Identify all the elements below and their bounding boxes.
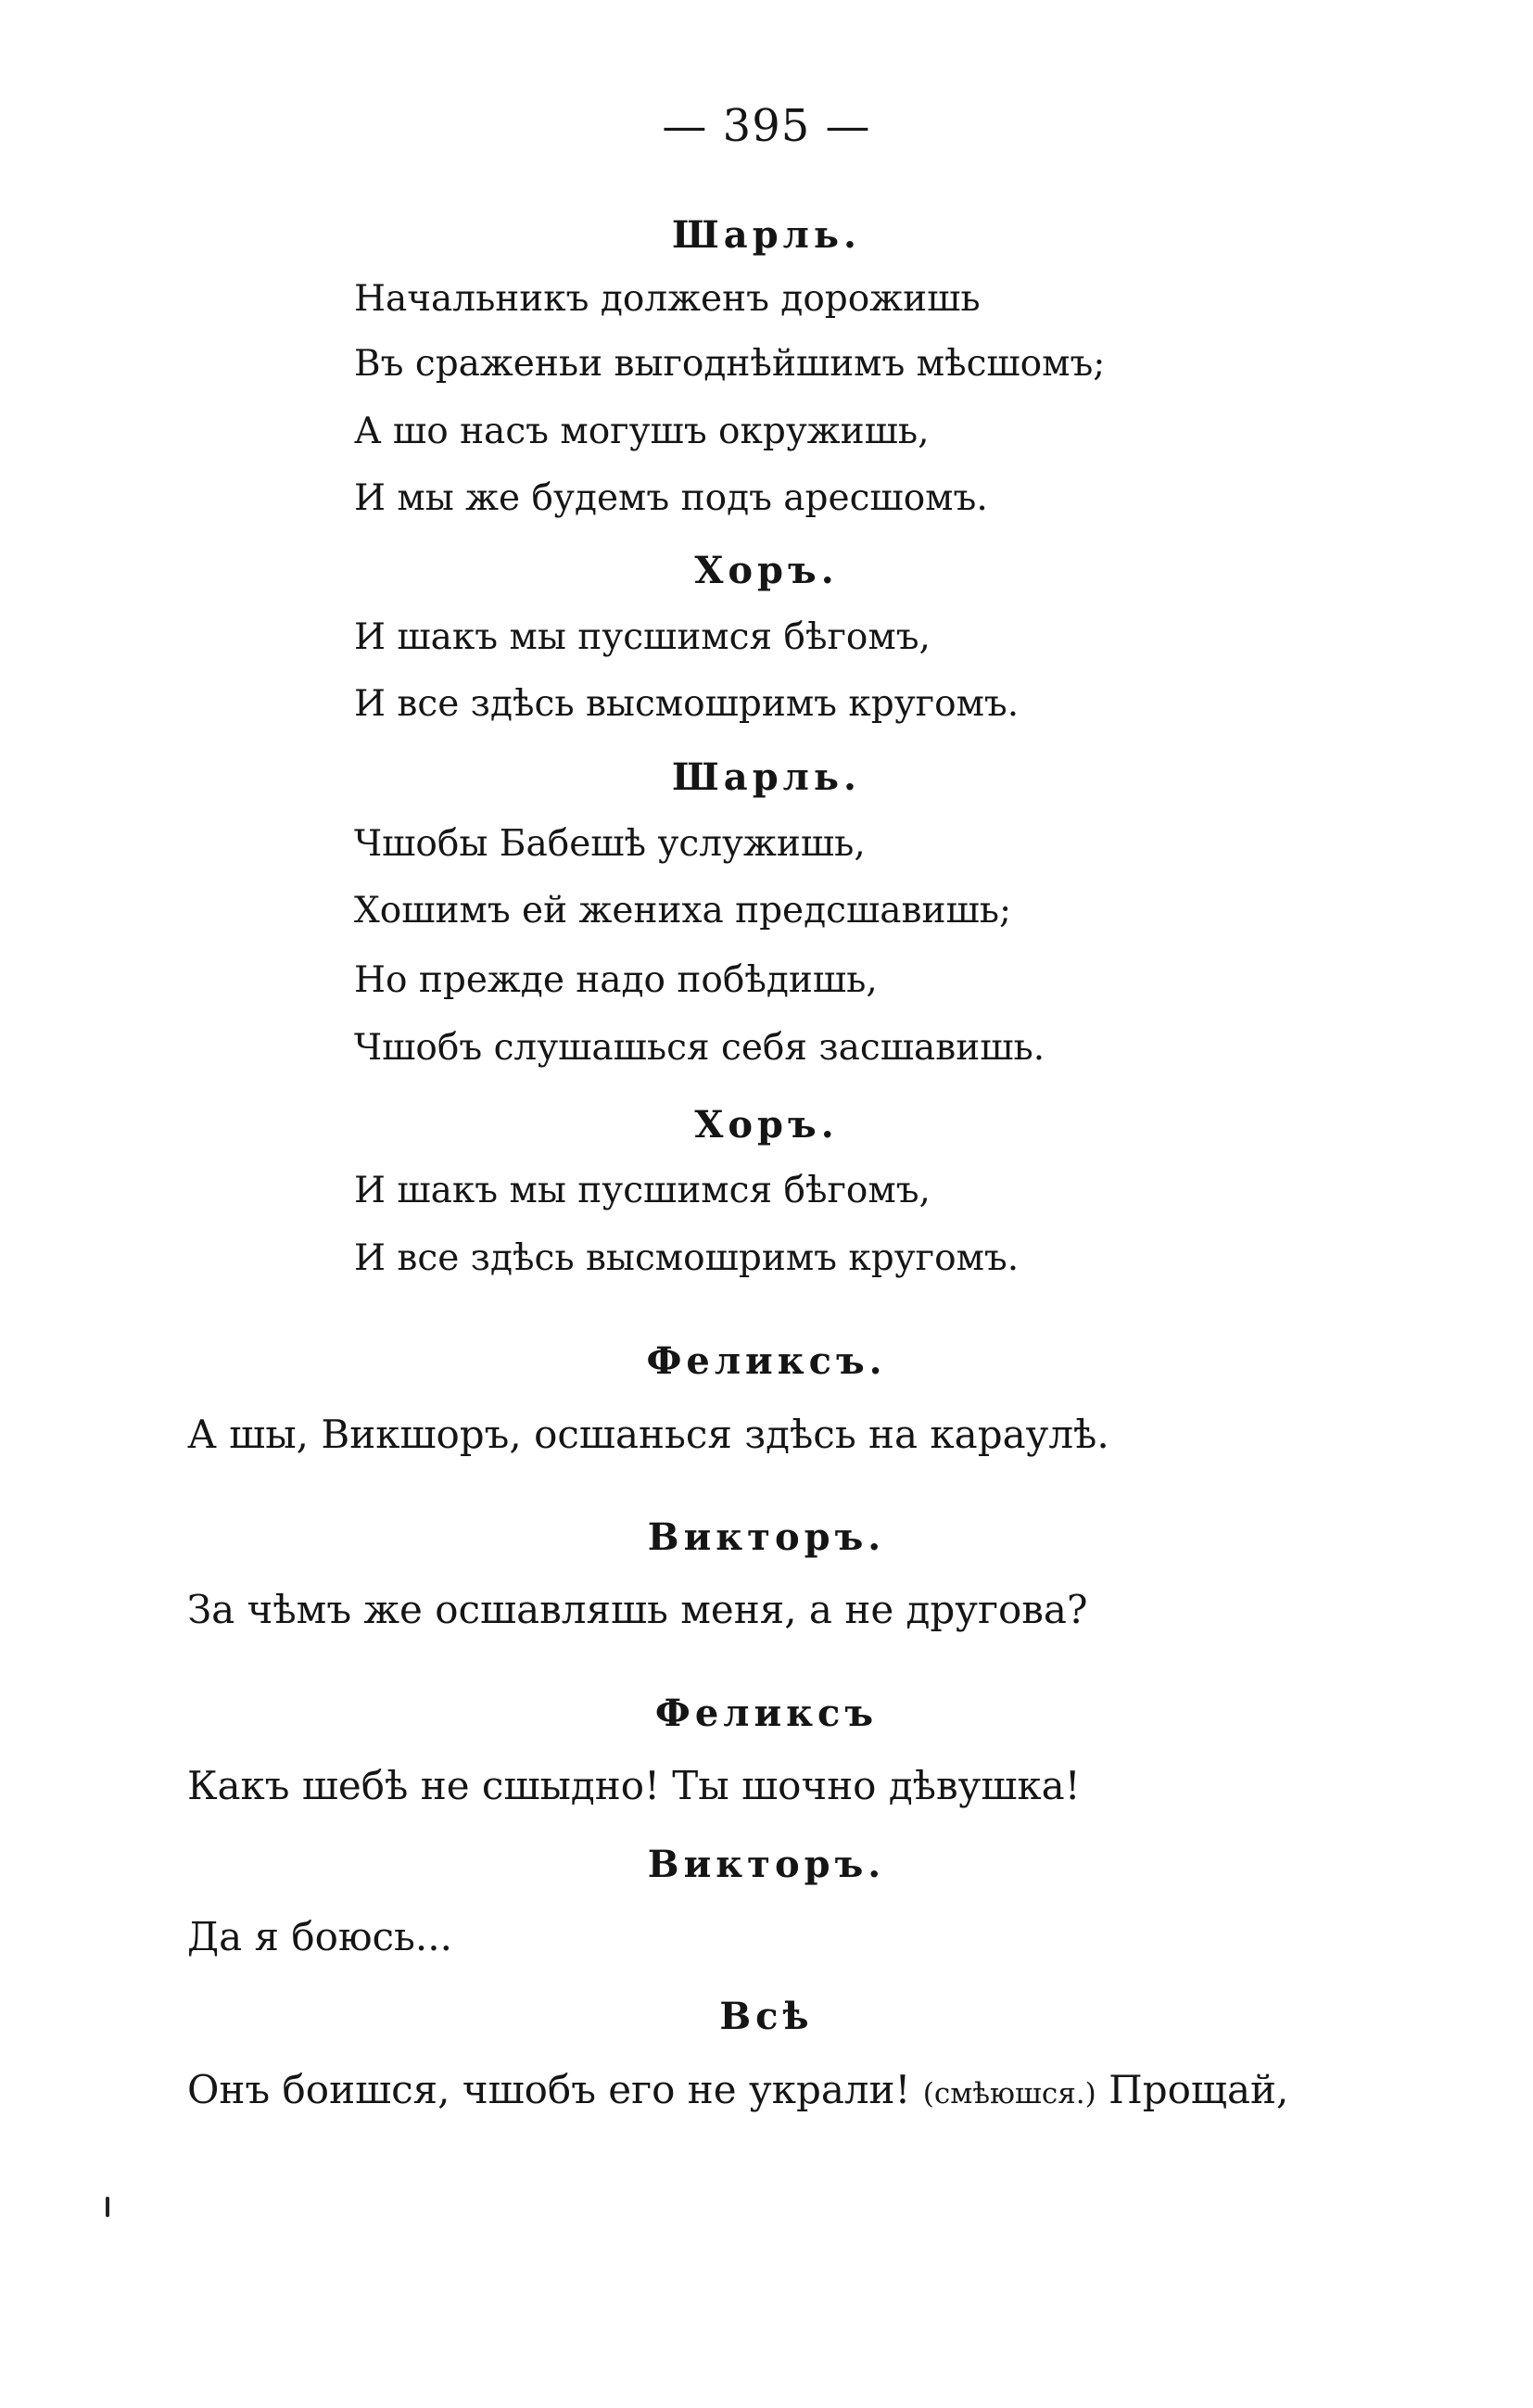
verse-line: Но прежде надо побѣдишь, xyxy=(354,959,878,1001)
margin-mark xyxy=(106,2197,109,2217)
page-number: — 395 — xyxy=(662,100,871,152)
prose-text: Прощай, xyxy=(1109,2067,1289,2112)
speaker-name: Хоръ. xyxy=(694,549,839,592)
verse-line: Чшобы Бабешѣ услужишь, xyxy=(354,823,866,865)
prose-line: Да я боюсь... xyxy=(187,1914,452,1959)
prose-line: А шы, Викшоръ, осшанься здѣсь на караулѣ. xyxy=(187,1412,1109,1457)
prose-text: Онъ боишся, чшобъ его не украли! xyxy=(187,2067,911,2112)
verse-line: А шо насъ могушъ окружишь, xyxy=(354,411,930,452)
speaker-name: Викторъ. xyxy=(647,1515,886,1559)
speaker-name: Шарль. xyxy=(672,755,861,799)
prose-line: За чѣмъ же осшавляшь меня, а не другова? xyxy=(187,1587,1088,1632)
speaker-name: Феликсъ xyxy=(654,1692,879,1735)
verse-line: Въ сраженьи выгоднѣйшимъ мѣсшомъ; xyxy=(354,343,1106,385)
speaker-name: Хоръ. xyxy=(694,1103,839,1147)
speaker-name: Всѣ xyxy=(719,1995,814,2038)
speaker-name: Викторъ. xyxy=(647,1843,886,1886)
verse-line: И все здѣсь высмошримъ кругомъ. xyxy=(354,683,1020,725)
speaker-name: Шарль. xyxy=(672,213,861,257)
stage-direction: (смѣюшся.) xyxy=(922,2077,1096,2110)
verse-line: Хошимъ ей жениха предсшавишь; xyxy=(354,890,1012,932)
verse-line: Начальникъ долженъ дорожишь xyxy=(354,278,981,320)
verse-line: И шакъ мы пусшимся бѣгомъ, xyxy=(354,616,931,658)
prose-line xyxy=(187,2067,1288,2112)
verse-line: И мы же будемъ подъ аресшомъ. xyxy=(354,477,988,519)
prose-line: Какъ шебѣ не сшыдно! Ты шочно дѣвушка! xyxy=(187,1763,1081,1808)
verse-line: Чшобъ слушашься себя засшавишь. xyxy=(354,1027,1045,1069)
speaker-name: Феликсъ. xyxy=(646,1339,887,1383)
verse-line: И все здѣсь высмошримъ кругомъ. xyxy=(354,1237,1020,1279)
verse-line: И шакъ мы пусшимся бѣгомъ, xyxy=(354,1170,931,1211)
